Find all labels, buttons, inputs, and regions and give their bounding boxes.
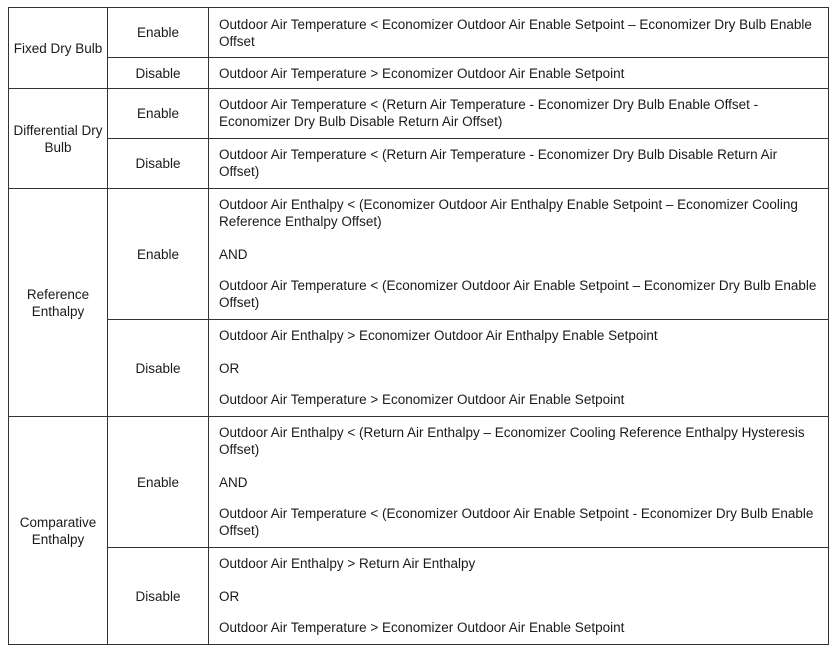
state-enable: Enable	[108, 89, 209, 139]
condition-text: Outdoor Air Temperature > Economizer Outdoor Air Enable Setpoint	[219, 66, 625, 81]
condition-operator: OR	[219, 589, 240, 604]
table-row	[9, 548, 829, 645]
mode-differential-dry-bulb: Differential Dry Bulb	[9, 89, 108, 189]
condition-text: Outdoor Air Temperature > Economizer Outdoor Air Enable Setpoint	[219, 392, 625, 407]
state-disable: Disable	[108, 58, 209, 89]
condition-text: Outdoor Air Enthalpy > Return Air Enthalpy	[219, 556, 476, 571]
table-row	[9, 417, 829, 548]
mode-comparative-enthalpy: Comparative Enthalpy	[9, 417, 108, 645]
economizer-mode-table	[8, 7, 829, 645]
table-row	[9, 189, 829, 320]
condition-text: Outdoor Air Enthalpy < (Economizer Outdoor Air Enthalpy Enable Setpoint – Economizer Cooling Reference Enthalpy Offset)	[219, 197, 798, 229]
condition-cell	[209, 189, 829, 320]
state-enable: Enable	[108, 417, 209, 548]
table-row	[9, 139, 829, 189]
condition-cell	[209, 320, 829, 417]
condition-cell	[209, 417, 829, 548]
condition-cell	[209, 139, 829, 189]
mode-fixed-dry-bulb: Fixed Dry Bulb	[9, 8, 108, 89]
condition-operator: AND	[219, 247, 248, 262]
condition-text: Outdoor Air Temperature > Economizer Outdoor Air Enable Setpoint	[219, 620, 625, 635]
condition-cell	[209, 58, 829, 89]
condition-text: Outdoor Air Enthalpy < (Return Air Enthalpy – Economizer Cooling Reference Enthalpy Hysteresis Offset)	[219, 425, 805, 457]
condition-text: Outdoor Air Temperature < (Return Air Temperature - Economizer Dry Bulb Disable Return Air Offset)	[219, 147, 778, 179]
condition-text: Outdoor Air Temperature < (Economizer Outdoor Air Enable Setpoint - Economizer Dry Bulb Enable Offset)	[219, 506, 814, 538]
table-row	[9, 320, 829, 417]
table-row	[9, 89, 829, 139]
state-disable: Disable	[108, 320, 209, 417]
mode-reference-enthalpy: Reference Enthalpy	[9, 189, 108, 417]
state-disable: Disable	[108, 139, 209, 189]
condition-cell	[209, 8, 829, 58]
state-enable: Enable	[108, 189, 209, 320]
condition-text: Outdoor Air Temperature < (Economizer Outdoor Air Enable Setpoint – Economizer Dry Bulb Enable Offset)	[219, 278, 817, 310]
table-row	[9, 58, 829, 89]
condition-operator: AND	[219, 475, 248, 490]
table-row	[9, 8, 829, 58]
condition-operator: OR	[219, 361, 240, 376]
state-enable: Enable	[108, 8, 209, 58]
condition-text: Outdoor Air Enthalpy > Economizer Outdoor Air Enthalpy Enable Setpoint	[219, 328, 658, 343]
condition-text: Outdoor Air Temperature < (Return Air Temperature - Economizer Dry Bulb Enable Offset - Economizer Dry Bulb Disable Return Air Offset)	[219, 97, 759, 129]
condition-cell	[209, 89, 829, 139]
condition-cell	[209, 548, 829, 645]
condition-text: Outdoor Air Temperature < Economizer Outdoor Air Enable Setpoint – Economizer Dry Bulb Enable Offset	[219, 17, 812, 49]
state-disable: Disable	[108, 548, 209, 645]
